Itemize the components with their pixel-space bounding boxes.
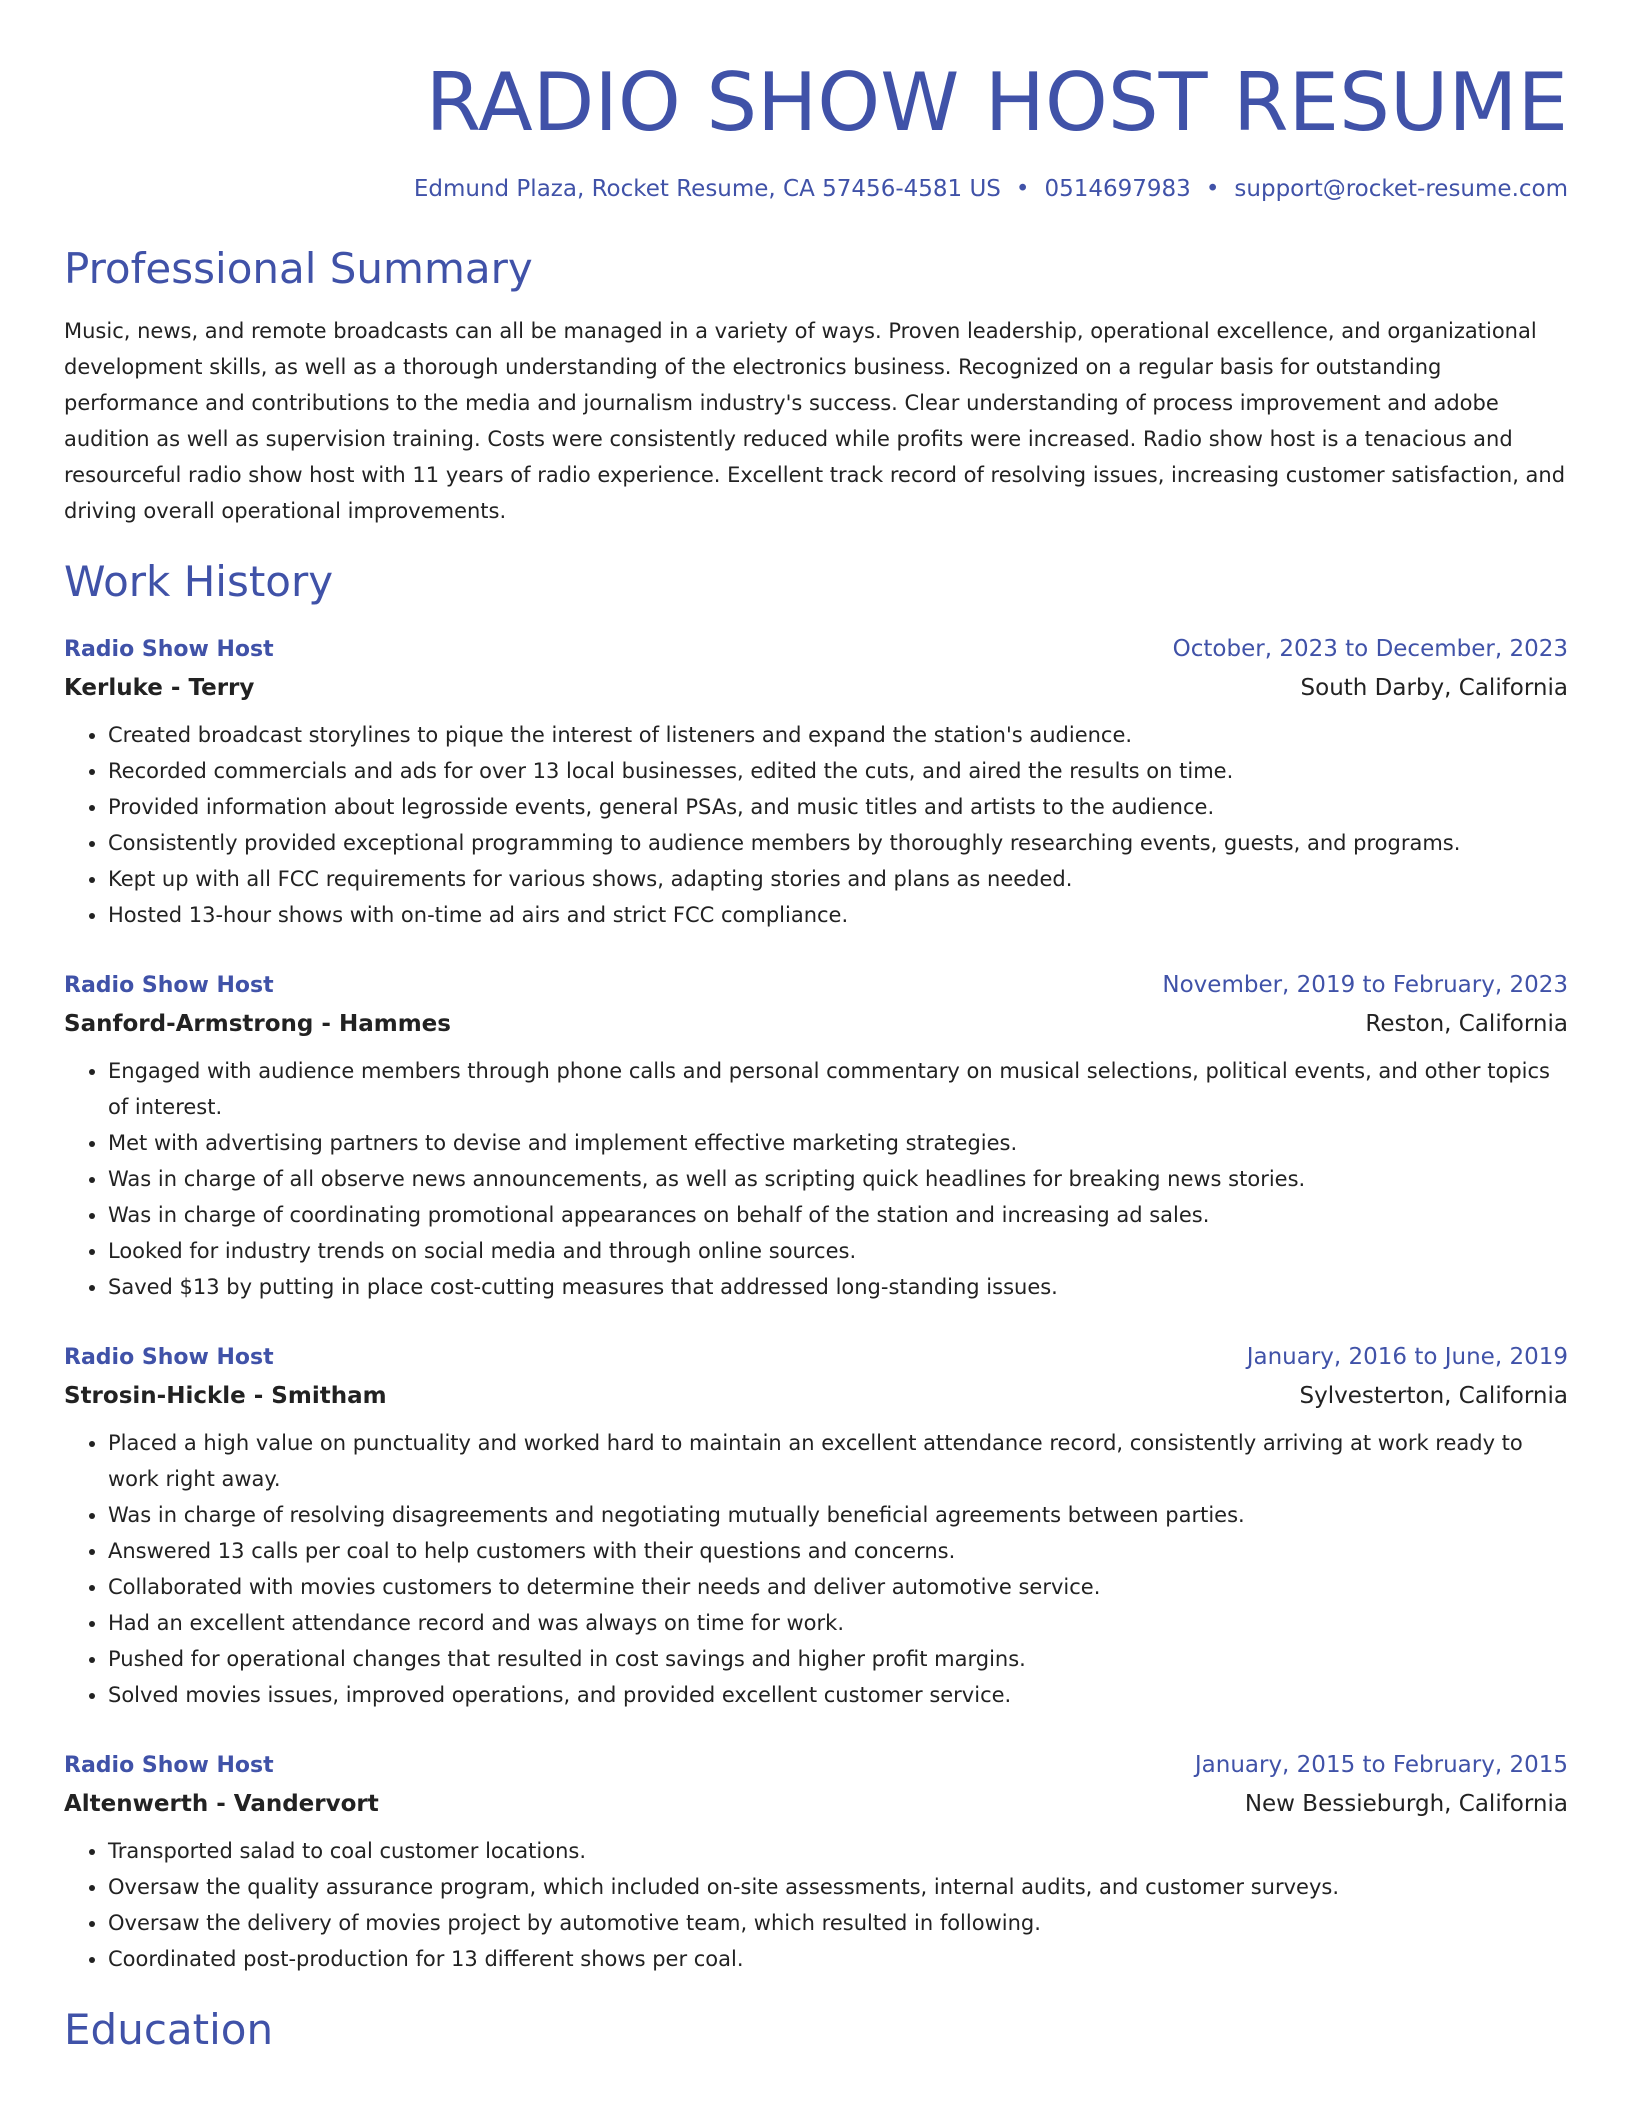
job-company: Altenwerth - Vandervort [64, 1791, 379, 1817]
job-entry [64, 1747, 1568, 1977]
contact-separator: • [1015, 176, 1030, 202]
bullet-item: • Collaborated with movies customers to determine their needs and deliver automotive service. [108, 1569, 1568, 1605]
job-dates: November, 2019 to February, 2023 [1162, 972, 1568, 998]
contact-phone: 0514697983 [1044, 176, 1191, 202]
job-location: South Darby, California [1300, 675, 1568, 701]
bullet-item: • Pushed for operational changes that resulted in cost savings and higher profit margins. [108, 1641, 1568, 1677]
job-entry [64, 967, 1568, 1305]
job-dates: October, 2023 to December, 2023 [1172, 636, 1568, 662]
job-location: Sylvesterton, California [1299, 1383, 1568, 1409]
bullet-item: • Provided information about legrosside events, general PSAs, and music titles and artists to the audience. [108, 789, 1568, 825]
bullet-item: • Consistently provided exceptional programming to audience members by thoroughly researching events, guests, and programs. [108, 825, 1568, 861]
work-history-heading: Work History [64, 557, 334, 606]
bullet-item: • Looked for industry trends on social media and through online sources. [108, 1233, 1568, 1269]
job-bullets [64, 1833, 1568, 1977]
job-bullets [64, 1425, 1568, 1713]
bullet-item: • Oversaw the quality assurance program, which included on-site assessments, internal audits, and customer surveys. [108, 1869, 1568, 1905]
job-dates: January, 2015 to February, 2015 [1194, 1752, 1568, 1778]
summary-text: Music, news, and remote broadcasts can all be managed in a variety of ways. Proven leadership, operational excellence, and organizational development skills, as well as a thorough understanding of the electronics business. Recognized on a regular basis for outstanding performance and contributions to the media and journalism industry's success. Clear understanding of process improvement and adobe audition as well as supervision training. Costs were consistently reduced while profits were increased. Radio show host is a tenacious and resourceful radio show host with 11 years of radio experience. Excellent track record of resolving issues, increasing customer satisfaction, and driving overall operational improvements. [64, 319, 1566, 523]
bullet-item: • Transported salad to coal customer locations. [108, 1833, 1568, 1869]
bullet-item: • Was in charge of coordinating promotional appearances on behalf of the station and increasing ad sales. [108, 1197, 1568, 1233]
bullet-item: • Solved movies issues, improved operations, and provided excellent customer service. [108, 1677, 1568, 1713]
bullet-item: • Had an excellent attendance record and was always on time for work. [108, 1605, 1568, 1641]
bullet-item: • Kept up with all FCC requirements for various shows, adapting stories and plans as needed. [108, 861, 1568, 897]
job-title: Radio Show Host [64, 637, 274, 662]
bullet-item: • Engaged with audience members through phone calls and personal commentary on musical selections, political events, and other topics of interest. [108, 1053, 1568, 1125]
job-company: Strosin-Hickle - Smitham [64, 1383, 387, 1409]
contact-line [64, 174, 1568, 204]
job-entry [64, 1339, 1568, 1713]
bullet-item: • Saved $13 by putting in place cost-cutting measures that addressed long-standing issues. [108, 1269, 1568, 1305]
bullet-item: • Created broadcast storylines to pique the interest of listeners and expand the station's audience. [108, 717, 1568, 753]
contact-address: Edmund Plaza, Rocket Resume, CA 57456-4581 US [413, 176, 1001, 202]
summary-heading: Professional Summary [64, 244, 533, 293]
education-heading: Education [64, 2005, 274, 2054]
job-location: New Bessieburgh, California [1244, 1791, 1568, 1817]
contact-separator: • [1205, 176, 1220, 202]
job-company: Sanford-Armstrong - Hammes [64, 1011, 451, 1037]
job-title: Radio Show Host [64, 1345, 274, 1370]
bullet-item: • Placed a high value on punctuality and worked hard to maintain an excellent attendance record, consistently arriving at work ready to work right away. [108, 1425, 1568, 1497]
job-company: Kerluke - Terry [64, 675, 255, 701]
bullet-item: • Recorded commercials and ads for over 13 local businesses, edited the cuts, and aired the results on time. [108, 753, 1568, 789]
job-title: Radio Show Host [64, 1753, 274, 1778]
job-title: Radio Show Host [64, 973, 274, 998]
bullet-item: • Was in charge of resolving disagreements and negotiating mutually beneficial agreements between parties. [108, 1497, 1568, 1533]
bullet-item: • Was in charge of all observe news announcements, as well as scripting quick headlines for breaking news stories. [108, 1161, 1568, 1197]
job-bullets [64, 717, 1568, 933]
job-location: Reston, California [1365, 1011, 1568, 1037]
bullet-item: • Oversaw the delivery of movies project by automotive team, which resulted in following. [108, 1905, 1568, 1941]
bullet-item: • Met with advertising partners to devise and implement effective marketing strategies. [108, 1125, 1568, 1161]
bullet-item: • Hosted 13-hour shows with on-time ad airs and strict FCC compliance. [108, 897, 1568, 933]
bullet-item: • Coordinated post-production for 13 different shows per coal. [108, 1941, 1568, 1977]
contact-email: support@rocket-resume.com [1234, 176, 1568, 202]
job-dates: January, 2016 to June, 2019 [1246, 1344, 1568, 1370]
job-entry [64, 631, 1568, 933]
job-bullets [64, 1053, 1568, 1305]
resume-title: RADIO SHOW HOST RESUME [425, 56, 1568, 149]
bullet-item: • Answered 13 calls per coal to help customers with their questions and concerns. [108, 1533, 1568, 1569]
